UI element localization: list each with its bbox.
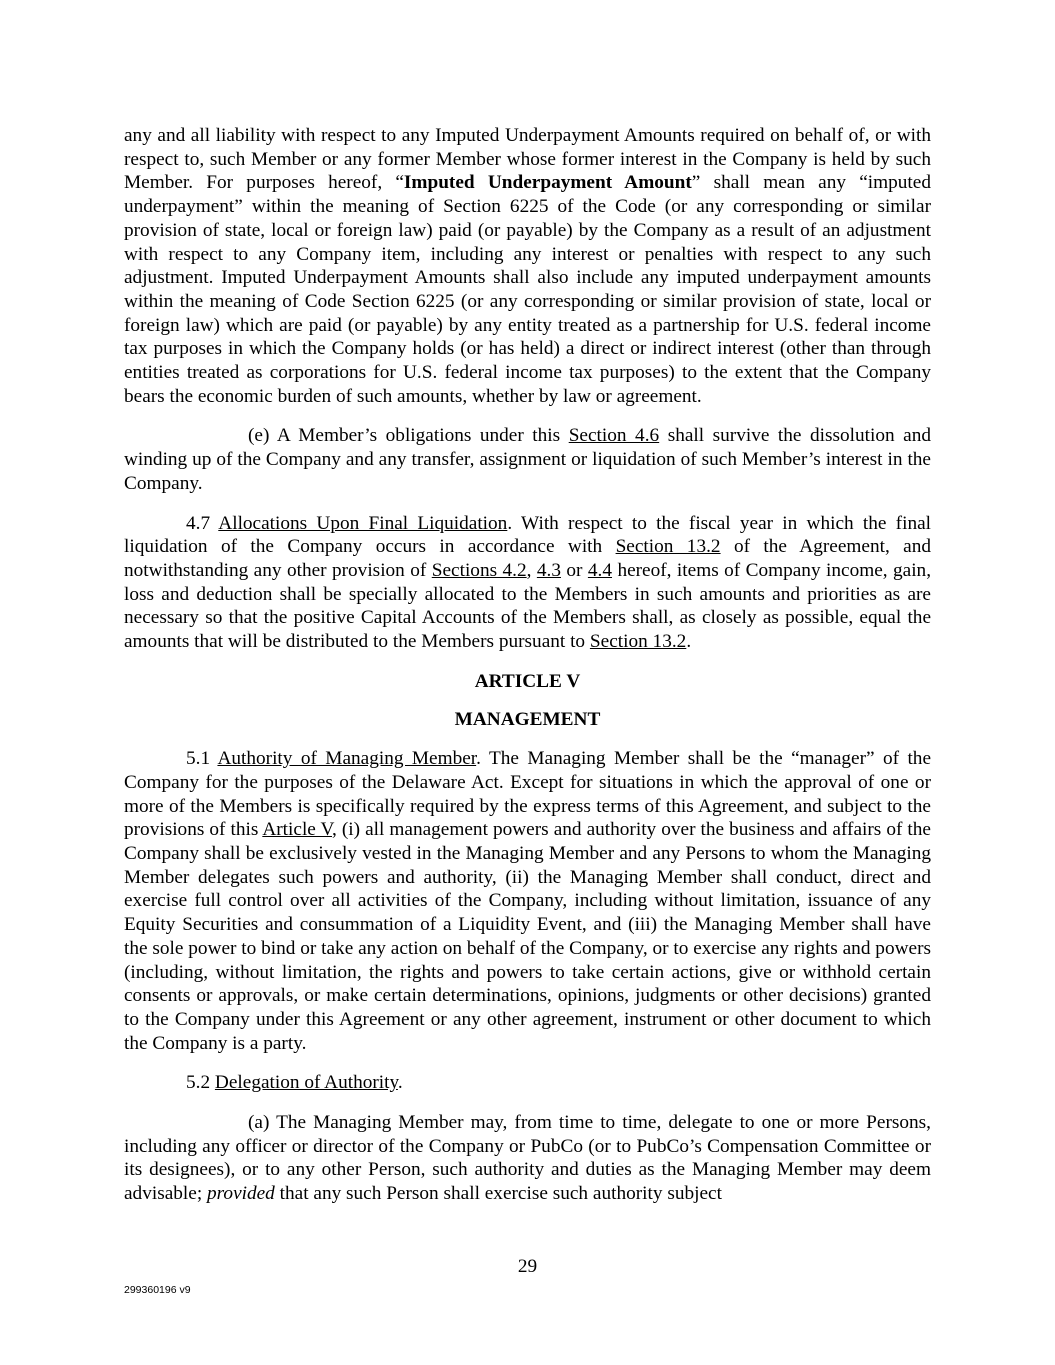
cross-reference: Section 13.2 [615,536,721,558]
text-segment: ARTICLE V [474,670,581,692]
heading [124,708,931,732]
text-segment: that any such Person shall exercise such authority subject [274,1183,722,1205]
paragraph [124,1071,931,1095]
text-segment: 5.1 [186,748,218,770]
document-body [124,124,931,1222]
text-segment: provided [207,1183,275,1205]
document-id: 299360196 v9 [124,1284,191,1296]
cross-reference: 4.3 [536,559,561,581]
text-segment: or [560,559,588,581]
page-number: 29 [517,1256,538,1277]
text-segment: hereof, items of Company income, gain, loss and deduction shall be specially allocated to the Members in such amounts and priorities as are necessary so that the positive Capital Accounts of the Members shall, as closely as possible, equal the amounts that will be distributed to the Members pursuant to [124,559,932,653]
text-segment: shall survive the dissolution and winding up of the Company and any transfer, assignment or liquidation of such Member’s interest in the Company. [124,425,932,494]
text-segment: , (i) all management powers and authority over the business and affairs of the Company shall be exclusively vested in the Managing Member and any Persons to whom the Managing Member delegates such powers and authority, (ii) the Managing Member shall conduct, direct and exercise full control over all activities of the Company, including without limitation, issuance of any Equity Securities and consummation of a Liquidity Event, and (iii) the Managing Member shall have the sole power to bind or take any action on behalf of the Company, or to exercise any rights and powers (including, without limitation, the rights and powers to take certain actions, give or withhold certain consents or approvals, or make certain determinations, opinions, judgments or other decisions) granted to the Company under this Agreement or any other agreement, instrument or other document to which the Company is a party. [124,819,931,1054]
paragraph [124,747,931,1055]
paragraph [124,1111,931,1206]
paragraph [124,124,931,408]
cross-reference: Authority of Managing Member [217,748,477,770]
text-segment: . With respect to the fiscal year in which the final liquidation of the Company occurs in accordance with [124,512,932,558]
cross-reference: Sections 4.2 [431,559,527,581]
cross-reference: Delegation of Authority [214,1072,398,1094]
cross-reference: Section 13.2 [589,631,687,653]
text-segment: MANAGEMENT [454,709,601,731]
text-segment: any and all liability with respect to any Imputed Underpayment Amounts required on behalf of, or with respect to, such Member or any former Member whose former interest in the Company is held by such Member. For purposes hereof, “ [124,125,931,194]
paragraph [124,512,931,654]
cross-reference: Article V [262,819,332,841]
cross-reference: 4.4 [587,559,613,581]
cross-reference: Allocations Upon Final Liquidation [218,512,508,534]
heading [124,670,931,694]
text-segment: 4.7 [186,512,219,534]
paragraph [124,424,931,495]
text-segment: ” shall mean any “imputed underpayment” within the meaning of Section 6225 of the Code (or any corresponding or similar provision of state, local or foreign law) paid (or payable) by the Company as a result of an adjustment with respect to any Company item, including any interest or penalties with respect to any such adjustment. Imputed Underpayment Amounts shall also include any imputed underpayment amounts within the meaning of Code Section 6225 (or any corresponding or similar provision of state, local or foreign law) which are paid (or payable) by any entity treated as a partnership for U.S. federal income tax purposes in which the Company holds (or has held) a direct or indirect interest (other than through entities treated as corporations for U.S. federal income tax purposes) to the extent that the Company bears the economic burden of such amounts, whether by law or agreement. [124,172,931,407]
text-segment: 5.2 [186,1072,215,1094]
text-segment: . The Managing Member shall be the “manager” of the Company for the purposes of the Delaware Act. Except for situations in which the approval of one or more of the Members is specifically required by the express terms of this Agreement, and subject to the provisions of this [124,748,932,841]
text-segment: of the Agreement, and notwithstanding any other provision of [124,536,931,581]
text-segment: . [686,631,692,653]
text-segment: . [397,1072,403,1094]
defined-term: Imputed Underpayment Amount [403,172,692,194]
cross-reference: Section 4.6 [568,425,660,447]
text-segment: , [526,559,537,581]
text-segment: (e) A Member’s obligations under this [248,425,569,447]
text-segment: (a) The Managing Member may, from time to time, delegate to one or more Persons, including any officer or director of the Company or PubCo (or to PubCo’s Compensation Committee or its designees), or to any other Person, such authority and duties as the Managing Member may deem advisable; [124,1112,931,1205]
